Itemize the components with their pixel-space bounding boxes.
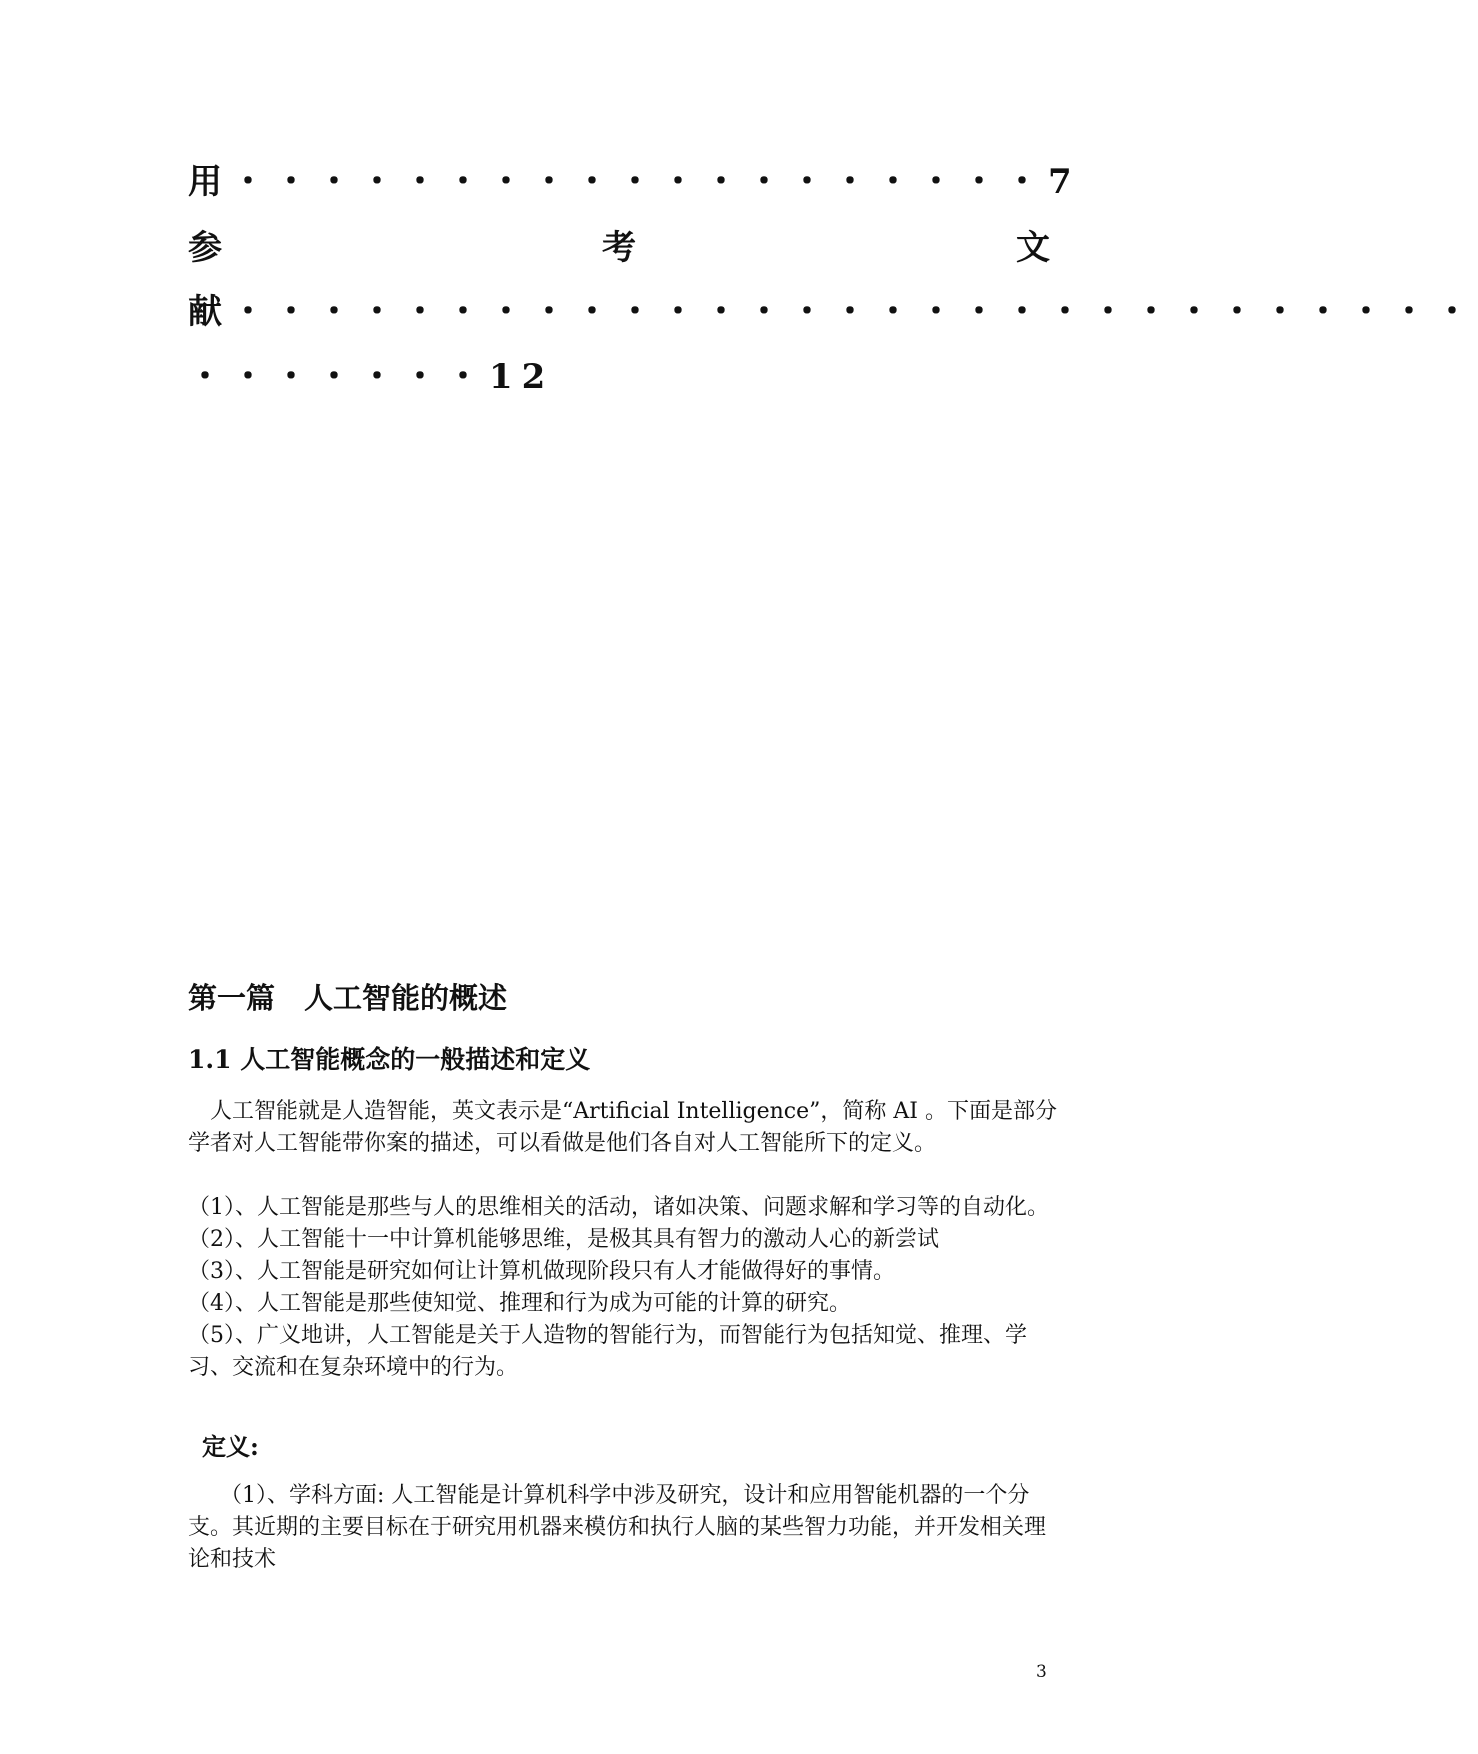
chapter-heading: 第一篇 人工智能的概述 bbox=[188, 981, 508, 1015]
toc-char-1: 参 bbox=[188, 228, 222, 268]
intro-paragraph bbox=[188, 1096, 1058, 1160]
toc-entry-references-page[interactable]: ・・・・・・・12 bbox=[188, 357, 555, 397]
toc-char-3: 文 bbox=[1016, 228, 1050, 268]
definition-list bbox=[188, 1192, 1058, 1384]
list-item: （2）、人工智能十一中计算机能够思维，是极其具有智力的激动人心的新尝试 bbox=[188, 1227, 939, 1252]
page-number: 3 bbox=[1036, 1662, 1047, 1682]
toc-char-2: 考 bbox=[602, 228, 636, 268]
toc-entry-references-leader[interactable]: 献・・・・・・・・・・・・・・・・・・・・・・・・・・・・・ bbox=[188, 292, 1478, 332]
section-heading: 1.1 人工智能概念的一般描述和定义 bbox=[188, 1045, 591, 1074]
toc-entry-application[interactable]: 用・・・・・・・・・・・・・・・・・・・7 bbox=[188, 162, 1081, 202]
intro-text: 人工智能就是人造智能，英文表示是“Artificial Intelligence”，简称 AI 。下面是部分学者对人工智能带你案的描述，可以看做是他们各自对人工智能所下的定义。 bbox=[188, 1099, 1057, 1156]
toc-entry-references-heading[interactable] bbox=[188, 228, 1050, 268]
definition-text: （1）、学科方面: 人工智能是计算机科学中涉及研究，设计和应用智能机器的一个分支。其近期的主要目标在于研究用机器来模仿和执行人脑的某些智力功能，并开发相关理论和技术 bbox=[188, 1483, 1047, 1572]
list-item: （4）、人工智能是那些使知觉、推理和行为成为可能的计算的研究。 bbox=[188, 1291, 851, 1316]
list-item: （3）、人工智能是研究如何让计算机做现阶段只有人才能做得好的事情。 bbox=[188, 1259, 895, 1284]
list-item: （5）、广义地讲，人工智能是关于人造物的智能行为，而智能行为包括知觉、推理、学习、交流和在复杂环境中的行为。 bbox=[188, 1323, 1027, 1380]
definition-label: 定义: bbox=[202, 1432, 259, 1461]
definition-paragraph bbox=[188, 1480, 1058, 1576]
list-item: （1）、人工智能是那些与人的思维相关的活动，诸如决策、问题求解和学习等的自动化。 bbox=[188, 1195, 1050, 1220]
